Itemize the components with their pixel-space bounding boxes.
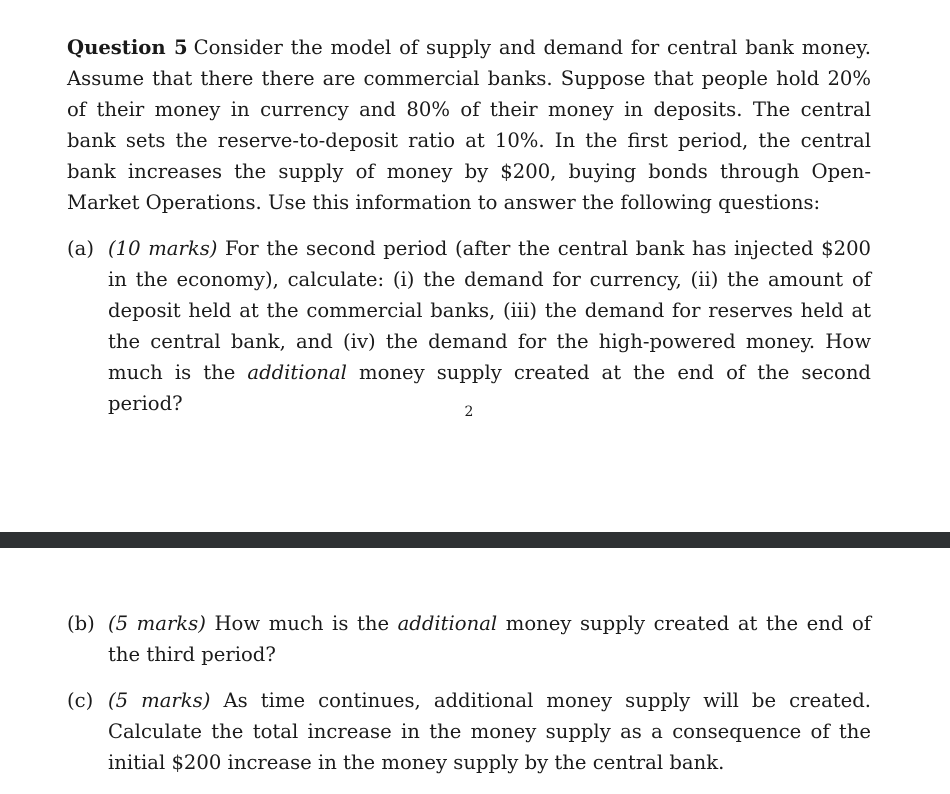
page-3 <box>0 548 950 794</box>
question-heading: Question 5 <box>67 36 188 59</box>
part-c-label: (c) <box>67 689 94 712</box>
question-text: Consider the model of supply and demand for central bank money. Assume that there there are commercial banks. Suppose that people hold 20% of their money in currency and 80% of their money in deposits. The central bank sets the reserve-to-deposit ratio at 10%. In the first period, the central bank increases the supply of money by $200, buying bonds through Open-Market Operations. Use this information to answer the following questions: <box>67 36 871 214</box>
part-a <box>67 233 871 419</box>
part-b <box>67 608 871 670</box>
question-intro <box>67 32 871 218</box>
page-break-divider <box>0 532 950 548</box>
part-b-emphasis: additional <box>397 612 498 635</box>
part-c <box>67 685 871 778</box>
part-b-text-after: money supply created at the end of the third period? <box>108 612 872 666</box>
page-number: 2 <box>464 404 474 420</box>
part-c-text: As time continues, additional money supply will be created. Calculate the total increase in the money supply as a consequence of the initial $200 increase in the money supply by the central bank. <box>108 689 871 774</box>
part-a-emphasis: additional <box>247 361 347 384</box>
part-c-body <box>108 685 871 778</box>
part-a-body <box>108 233 871 419</box>
part-b-body <box>108 608 871 670</box>
part-a-marks: (10 marks) <box>108 237 218 260</box>
part-a-text-after: money supply created at the end of the second period? <box>108 361 871 415</box>
part-a-text-before: For the second period (after the central bank has injected $200 in the economy), calculate: (i) the demand for currency, (ii) the amount of deposit held at the commercial banks, (iii) the demand for reserves held at the central bank, and (iv) the demand for the high-powered money. How much is the <box>108 237 872 384</box>
part-a-label: (a) <box>67 237 94 260</box>
part-b-text-before: How much is the <box>214 612 390 635</box>
part-b-label: (b) <box>67 612 95 635</box>
part-b-marks: (5 marks) <box>108 612 206 635</box>
part-c-marks: (5 marks) <box>108 689 211 712</box>
